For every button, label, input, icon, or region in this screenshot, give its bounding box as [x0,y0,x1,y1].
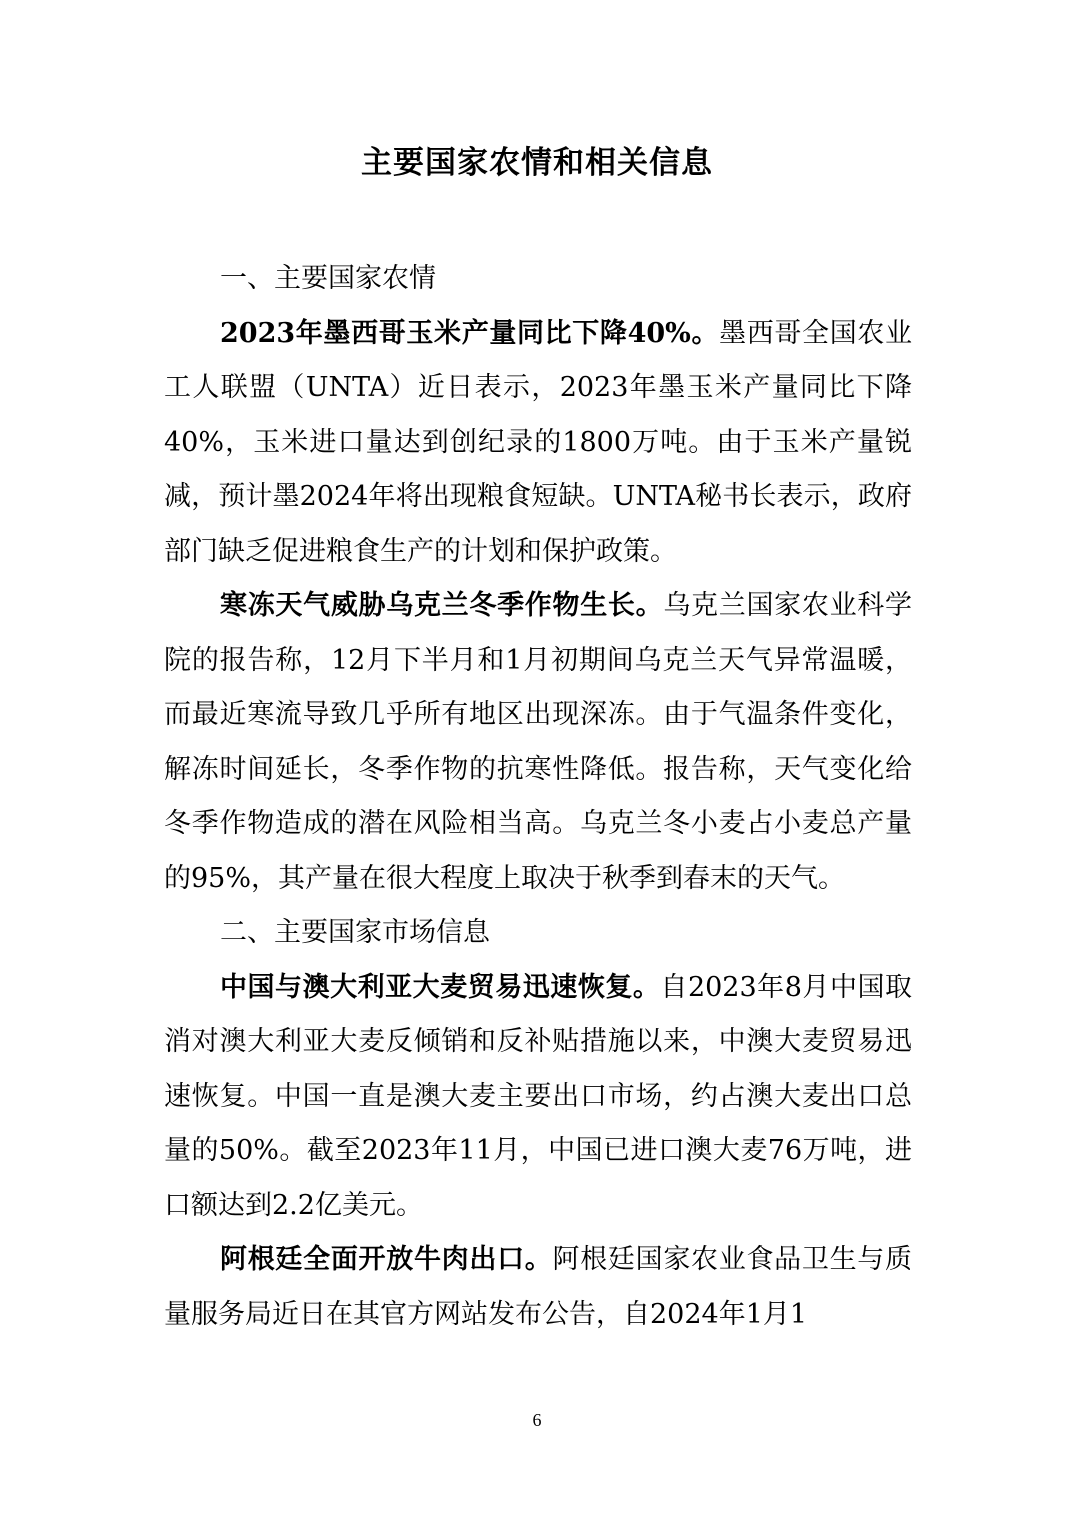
paragraph-mexico-corn [164,307,912,580]
paragraph-text: 乌克兰国家农业科学院的报告称，12月下半月和1月初期间乌克兰天气异常温暖，而最近寒流导致几乎所有地区出现深冻。由于气温条件变化，解冻时间延长，冬季作物的抗寒性降低。报告称，天气变化给冬季作物造成的潜在风险相当高。乌克兰冬小麦占小麦总产量的95%，其产量在很大程度上取决于秋季到春末的天气。 [164,590,913,894]
paragraph-text: 阿根廷国家农业食品卫生与质量服务局近日在其官方网站发布公告，自2024年1月1 [164,1244,912,1330]
paragraph-lead: 阿根廷全面开放牛肉出口。 [220,1244,553,1275]
paragraph-lead: 中国与澳大利亚大麦贸易迅速恢复。 [220,971,661,1003]
paragraph-argentina-beef [164,1233,912,1342]
document-body [164,252,912,1342]
section-heading-1: 一、主要国家农情 [220,263,436,294]
page-number: 6 [532,1410,542,1430]
paragraph-ukraine-frost [164,579,912,906]
paragraph-china-australia-barley [164,961,912,1234]
section-heading-2: 二、主要国家市场信息 [220,917,490,948]
page-title: 主要国家农情和相关信息 [361,145,713,181]
paragraph-text: 墨西哥全国农业工人联盟（UNTA）近日表示，2023年墨玉米产量同比下降40%，玉米进口量达到创纪录的1800万吨。由于玉米产量锐减，预计墨2024年将出现粮食短缺。UNTA秘书长表示，政府部门缺乏促进粮食生产的计划和保护政策。 [164,317,913,567]
paragraph-lead: 寒冻天气威胁乌克兰冬季作物生长。 [220,590,664,621]
paragraph-lead: 2023年墨西哥玉米产量同比下降40%。 [220,317,720,349]
paragraph-text: 自2023年8月中国取消对澳大利亚大麦反倾销和反补贴措施以来，中澳大麦贸易迅速恢复。中国一直是澳大麦主要出口市场，约占澳大麦出口总量的50%。截至2023年11月，中国已进口澳大麦76万吨，进口额达到2.2亿美元。 [164,971,912,1221]
